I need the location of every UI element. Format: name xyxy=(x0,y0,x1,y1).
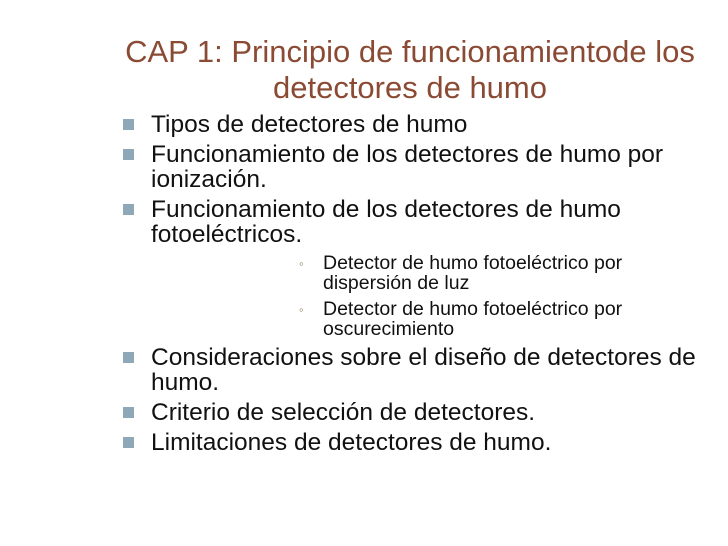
ring-bullet-icon: ◦ xyxy=(299,256,304,271)
bullet-text: Tipos de detectores de humo xyxy=(151,111,468,138)
sub-bullet-item xyxy=(151,299,708,339)
bullet-item xyxy=(0,345,728,395)
sub-bullet-item xyxy=(151,253,708,293)
square-bullet-icon xyxy=(123,407,134,418)
sub-bullet-text: Detector de humo fotoeléctrico por oscurecimiento xyxy=(323,298,623,340)
square-bullet-icon xyxy=(123,149,134,160)
sub-bullet-text: Detector de humo fotoeléctrico por dispersión de luz xyxy=(323,252,623,294)
bullet-item xyxy=(0,430,728,455)
bullet-text: Funcionamiento de los detectores de humo fotoeléctricos. xyxy=(151,196,621,248)
square-bullet-icon xyxy=(123,119,134,130)
ring-bullet-icon: ◦ xyxy=(299,302,304,317)
bullet-text: Limitaciones de detectores de humo. xyxy=(151,429,552,456)
bullet-item xyxy=(0,112,728,137)
bullet-list xyxy=(0,112,728,460)
bullet-text: Funcionamiento de los detectores de humo por ionización. xyxy=(151,141,664,193)
bullet-item xyxy=(0,400,728,425)
sub-bullet-list xyxy=(151,253,708,339)
bullet-text: Consideraciones sobre el diseño de detectores de humo. xyxy=(151,344,696,396)
slide-title: CAP 1: Principio de funcionamientode los detectores de humo xyxy=(125,34,695,105)
bullet-text: Criterio de selección de detectores. xyxy=(151,399,536,426)
bullet-item xyxy=(0,142,728,192)
bullet-item xyxy=(0,197,728,339)
square-bullet-icon xyxy=(123,437,134,448)
square-bullet-icon xyxy=(123,352,134,363)
square-bullet-icon xyxy=(123,204,134,215)
